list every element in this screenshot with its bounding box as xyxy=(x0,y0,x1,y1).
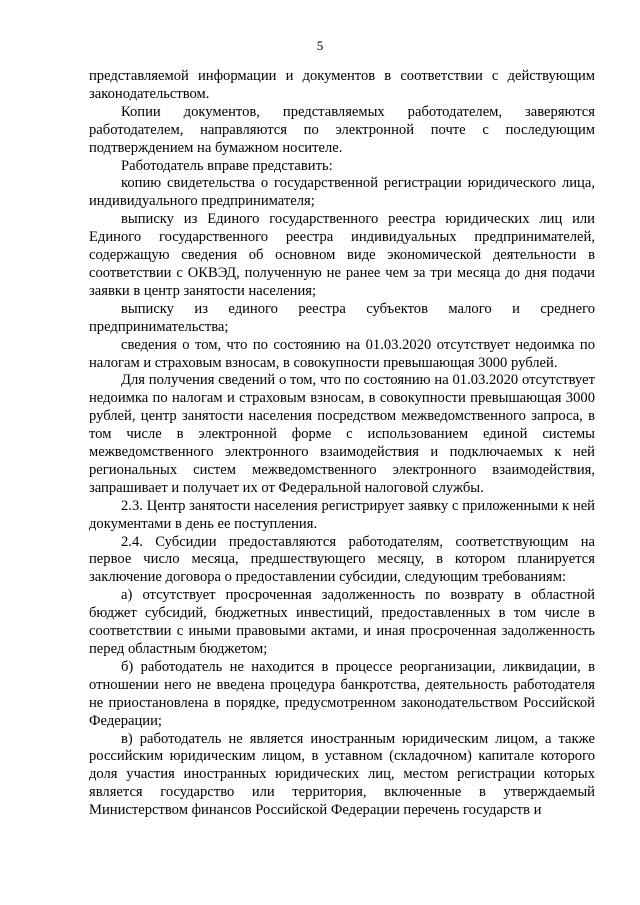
paragraph: 2.3. Центр занятости населения регистрирует заявку с приложенными к ней документами в день ее поступления. xyxy=(89,497,595,532)
document-body xyxy=(89,68,595,820)
paragraph: Копии документов, представляемых работодателем, заверяются работодателем, направляются по электронной почте с последующим подтверждением на бумажном носителе. xyxy=(89,103,595,156)
paragraph: в) работодатель не является иностранным юридическим лицом, а также российским юридическим лицом, в уставном (складочном) капитале которого доля участия иностранных юридических лиц, местом регистрации которых является государство или территория, включенные в утверждаемый Министерством финансов Российской Федерации перечень государств и xyxy=(89,730,595,819)
paragraph: выписку из единого реестра субъектов малого и среднего предпринимательства; xyxy=(89,300,595,335)
paragraph: 2.4. Субсидии предоставляются работодателям, соответствующим на первое число месяца, предшествующего месяцу, в котором планируется заключение договора о предоставлении субсидии, следующим требованиям: xyxy=(89,533,595,586)
paragraph: Для получения сведений о том, что по состоянию на 01.03.2020 отсутствует недоимка по налогам и страховым взносам, в совокупности превышающая 3000 рублей, центр занятости населения посредством межведомственного запроса, в том числе в электронной форме с использованием единой системы межведомственного электронного взаимодействия и подключаемых к ней региональных систем межведомственного электронного взаимодействия, запрашивает и получает их от Федеральной налоговой службы. xyxy=(89,372,595,496)
paragraph: б) работодатель не находится в процессе реорганизации, ликвидации, в отношении него не введена процедура банкротства, деятельность работодателя не приостановлена в порядке, предусмотренном законодательством Российской Федерации; xyxy=(89,658,595,729)
page-number: 5 xyxy=(316,38,324,53)
paragraph: а) отсутствует просроченная задолженность по возврату в областной бюджет субсидий, бюджетных инвестиций, предоставленных в том числе в соответствии с иными правовыми актами, и иная просроченная задолженность перед областным бюджетом; xyxy=(89,587,595,657)
paragraph: Работодатель вправе представить: xyxy=(121,157,333,174)
paragraph: выписку из Единого государственного реестра юридических лиц или Единого государственного реестра индивидуальных предпринимателей, содержащую сведения об основном виде экономической деятельности в соответствии с ОКВЭД, полученную не ранее чем за три месяца до дня подачи заявки в центр занятости населения; xyxy=(89,211,595,299)
paragraph: представляемой информации и документов в соответствии с действующим законодательством. xyxy=(89,68,595,102)
paragraph: копию свидетельства о государственной регистрации юридического лица, индивидуального предпринимателя; xyxy=(89,175,595,210)
paragraph: сведения о том, что по состоянию на 01.03.2020 отсутствует недоимка по налогам и страховым взносам, в совокупности превышающая 3000 рублей. xyxy=(89,336,595,371)
